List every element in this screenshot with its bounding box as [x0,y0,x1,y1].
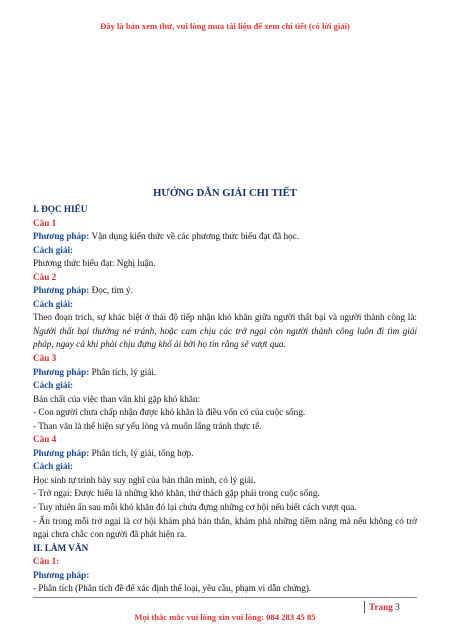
preview-notice: Đây là bản xem thử, vui lòng mua tài liệu để xem chi tiết (có lời giải) [100,21,350,31]
answer-line: - Trở ngại: Được hiểu là những khó khăn, thử thách gặp phải trong cuộc sống. [33,488,320,499]
writing-method-line: - Phân tích (Phân tích đề để xác định thể loại, yêu cầu, phạm vi dẫn chứng). [33,583,312,594]
page-digit: 3 [395,602,400,612]
answer-line: Bản chất của việc than vãn khi gặp khó khăn: [33,393,201,404]
question-2-answer [33,311,417,352]
writing-question-1-label: Câu 1: [33,556,60,567]
page-title: HƯỚNG DẪN GIẢI CHI TIẾT [153,188,297,199]
method-text: Vận dụng kiến thức về các phương thức biểu đạt đã học. [89,231,300,242]
method-text: Phân tích, lý giải. [89,366,157,377]
answer-line: - Tuy nhiên ẩn sau mỗi khó khăn đó lại chứa đựng những cơ hội nếu biết cách vượt qua. [33,502,357,513]
answer-line: Học sinh tự trình bày suy nghĩ của bản thân mình, có lý giải. [33,474,256,485]
method-text: Phân tích, lý giải, tổng hợp. [89,447,194,458]
contact-text: Mọi thắc mắc vui lòng xin vui lòng: [134,612,267,622]
answer-text: Theo đoạn trích, sự khác biệt ở thái độ tiếp nhận khó khăn giữa người thất bại và người thành công là: [33,312,417,323]
answer-line: - Than vãn là thể hiện sự yếu lòng và muốn lẩng tránh thực tế. [33,420,262,431]
method-label: Phương pháp: [33,366,90,377]
contact-notice [0,612,450,622]
method-label: Phương pháp: [33,447,90,458]
method-label: Phương pháp: [33,285,90,296]
question-3-method [33,366,417,380]
solution-label: Cách giải: [33,380,74,391]
question-3-label: Câu 3 [33,353,57,364]
question-2-method [33,284,417,298]
question-1-method [33,230,417,244]
answer-line: - Con người chưa chấp nhận được khó khăn là điều vốn có của cuộc sống. [33,407,306,418]
question-1-answer: Phương thức biểu đạt: Nghị luận. [33,258,156,269]
solution-label: Cách giải: [33,461,74,472]
solution-label: Cách giải: [33,244,74,255]
contact-phone: 084 283 45 85 [266,612,316,622]
page-word: Trang [369,602,393,612]
question-4-method [33,447,417,461]
method-text: Đọc, tìm ý. [89,285,133,296]
answer-quote: Người thất bại thường né tránh, hoặc cam chịu các trở ngại còn người thành công luôn đi tìm giải pháp, ngay cả khi phải chịu đựng khổ ải bởi họ tin rằng sẽ vượt qua. [33,325,417,350]
question-4-label: Câu 4 [33,434,57,445]
section-heading-reading: I. ĐỌC HIỂU [33,204,88,214]
method-label: Phương pháp: [33,569,90,580]
method-label: Phương pháp: [33,231,90,242]
document-body [33,203,417,596]
solution-label: Cách giải: [33,298,74,309]
section-heading-writing: II. LÀM VĂN [33,542,89,553]
answer-line: - Ẩn trong mỗi trở ngại là cơ hội khám phá bản thân, khám phá những tiềm năng mà nếu không có trở ngại chưa chắc con người đã phát hiện ra. [33,515,417,540]
question-1-label: Câu 1 [33,217,57,228]
footer-divider [33,597,417,598]
question-2-label: Câu 2 [33,271,57,282]
